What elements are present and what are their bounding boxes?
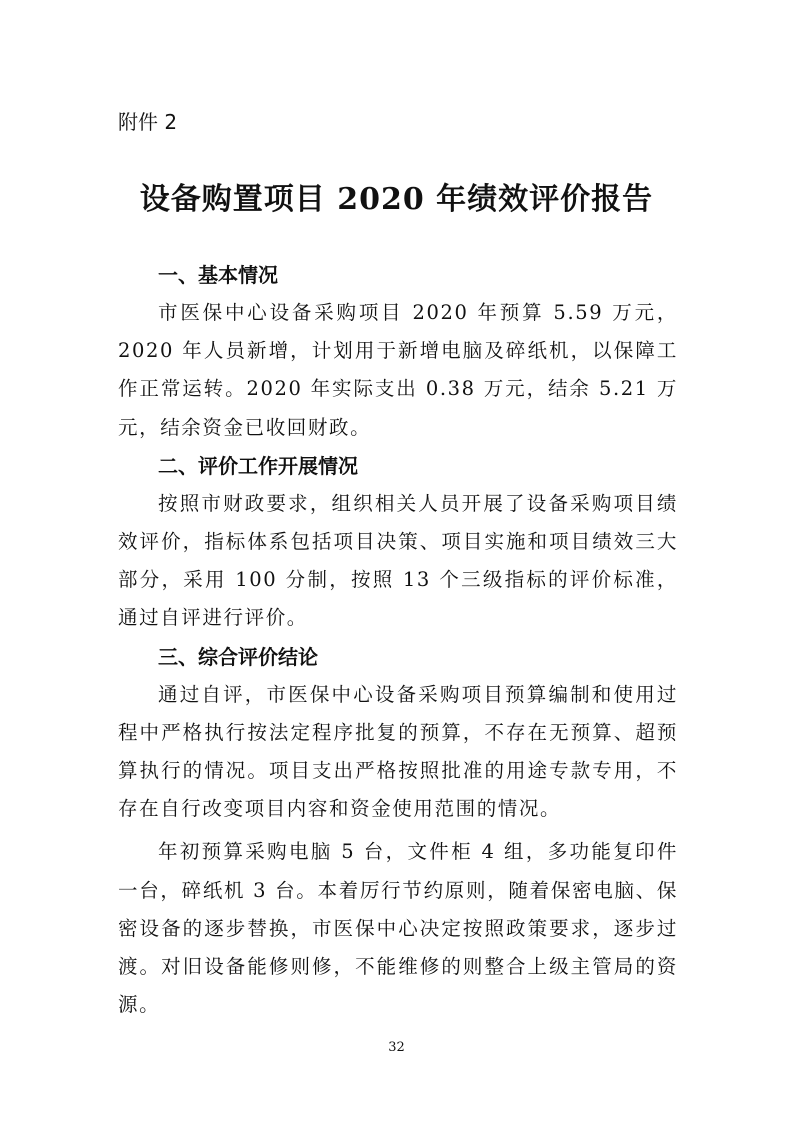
section-heading-basic-info: 一、基本情况 [158,263,278,287]
attachment-label: 附件 2 [118,110,178,134]
section-heading-evaluation-work: 二、评价工作开展情况 [158,453,358,478]
report-body [118,256,678,1024]
report-title: 设备购置项目 2020 年绩效评价报告 [139,182,654,217]
paragraph-conclusion-1: 通过自评，市医保中心设备采购项目预算编制和使用过程中严格执行按法定程序批复的预算，不存在无预算、超预算执行的情况。项目支出严格按照批准的用途专款专用，不存在自行改变项目内容和资金使用范围的情况。 [118,682,678,821]
paragraph-evaluation-work: 按照市财政要求，组织相关人员开展了设备采购项目绩效评价，指标体系包括项目决策、项目实施和项目绩效三大部分，采用 100 分制，按照 13 个三级指标的评价标准，通过自评进行评价。 [118,491,678,630]
paragraph-basic-info: 市医保中心设备采购项目 2020 年预算 5.59 万元，2020 年人员新增，计划用于新增电脑及碎纸机，以保障工作正常运转。2020 年实际支出 0.38 万元，结余 5.21 万元，结余资金已收回财政。 [118,301,678,439]
page-number: 32 [388,1040,405,1055]
section-heading-conclusion: 三、综合评价结论 [158,644,318,669]
paragraph-conclusion-2: 年初预算采购电脑 5 台，文件柜 4 组，多功能复印件一台，碎纸机 3 台。本着厉行节约原则，随着保密电脑、保密设备的逐步替换，市医保中心决定按照政策要求，逐步过渡。对旧设备能修则修，不能维修的则整合上级主管局的资源。 [118,840,678,1017]
